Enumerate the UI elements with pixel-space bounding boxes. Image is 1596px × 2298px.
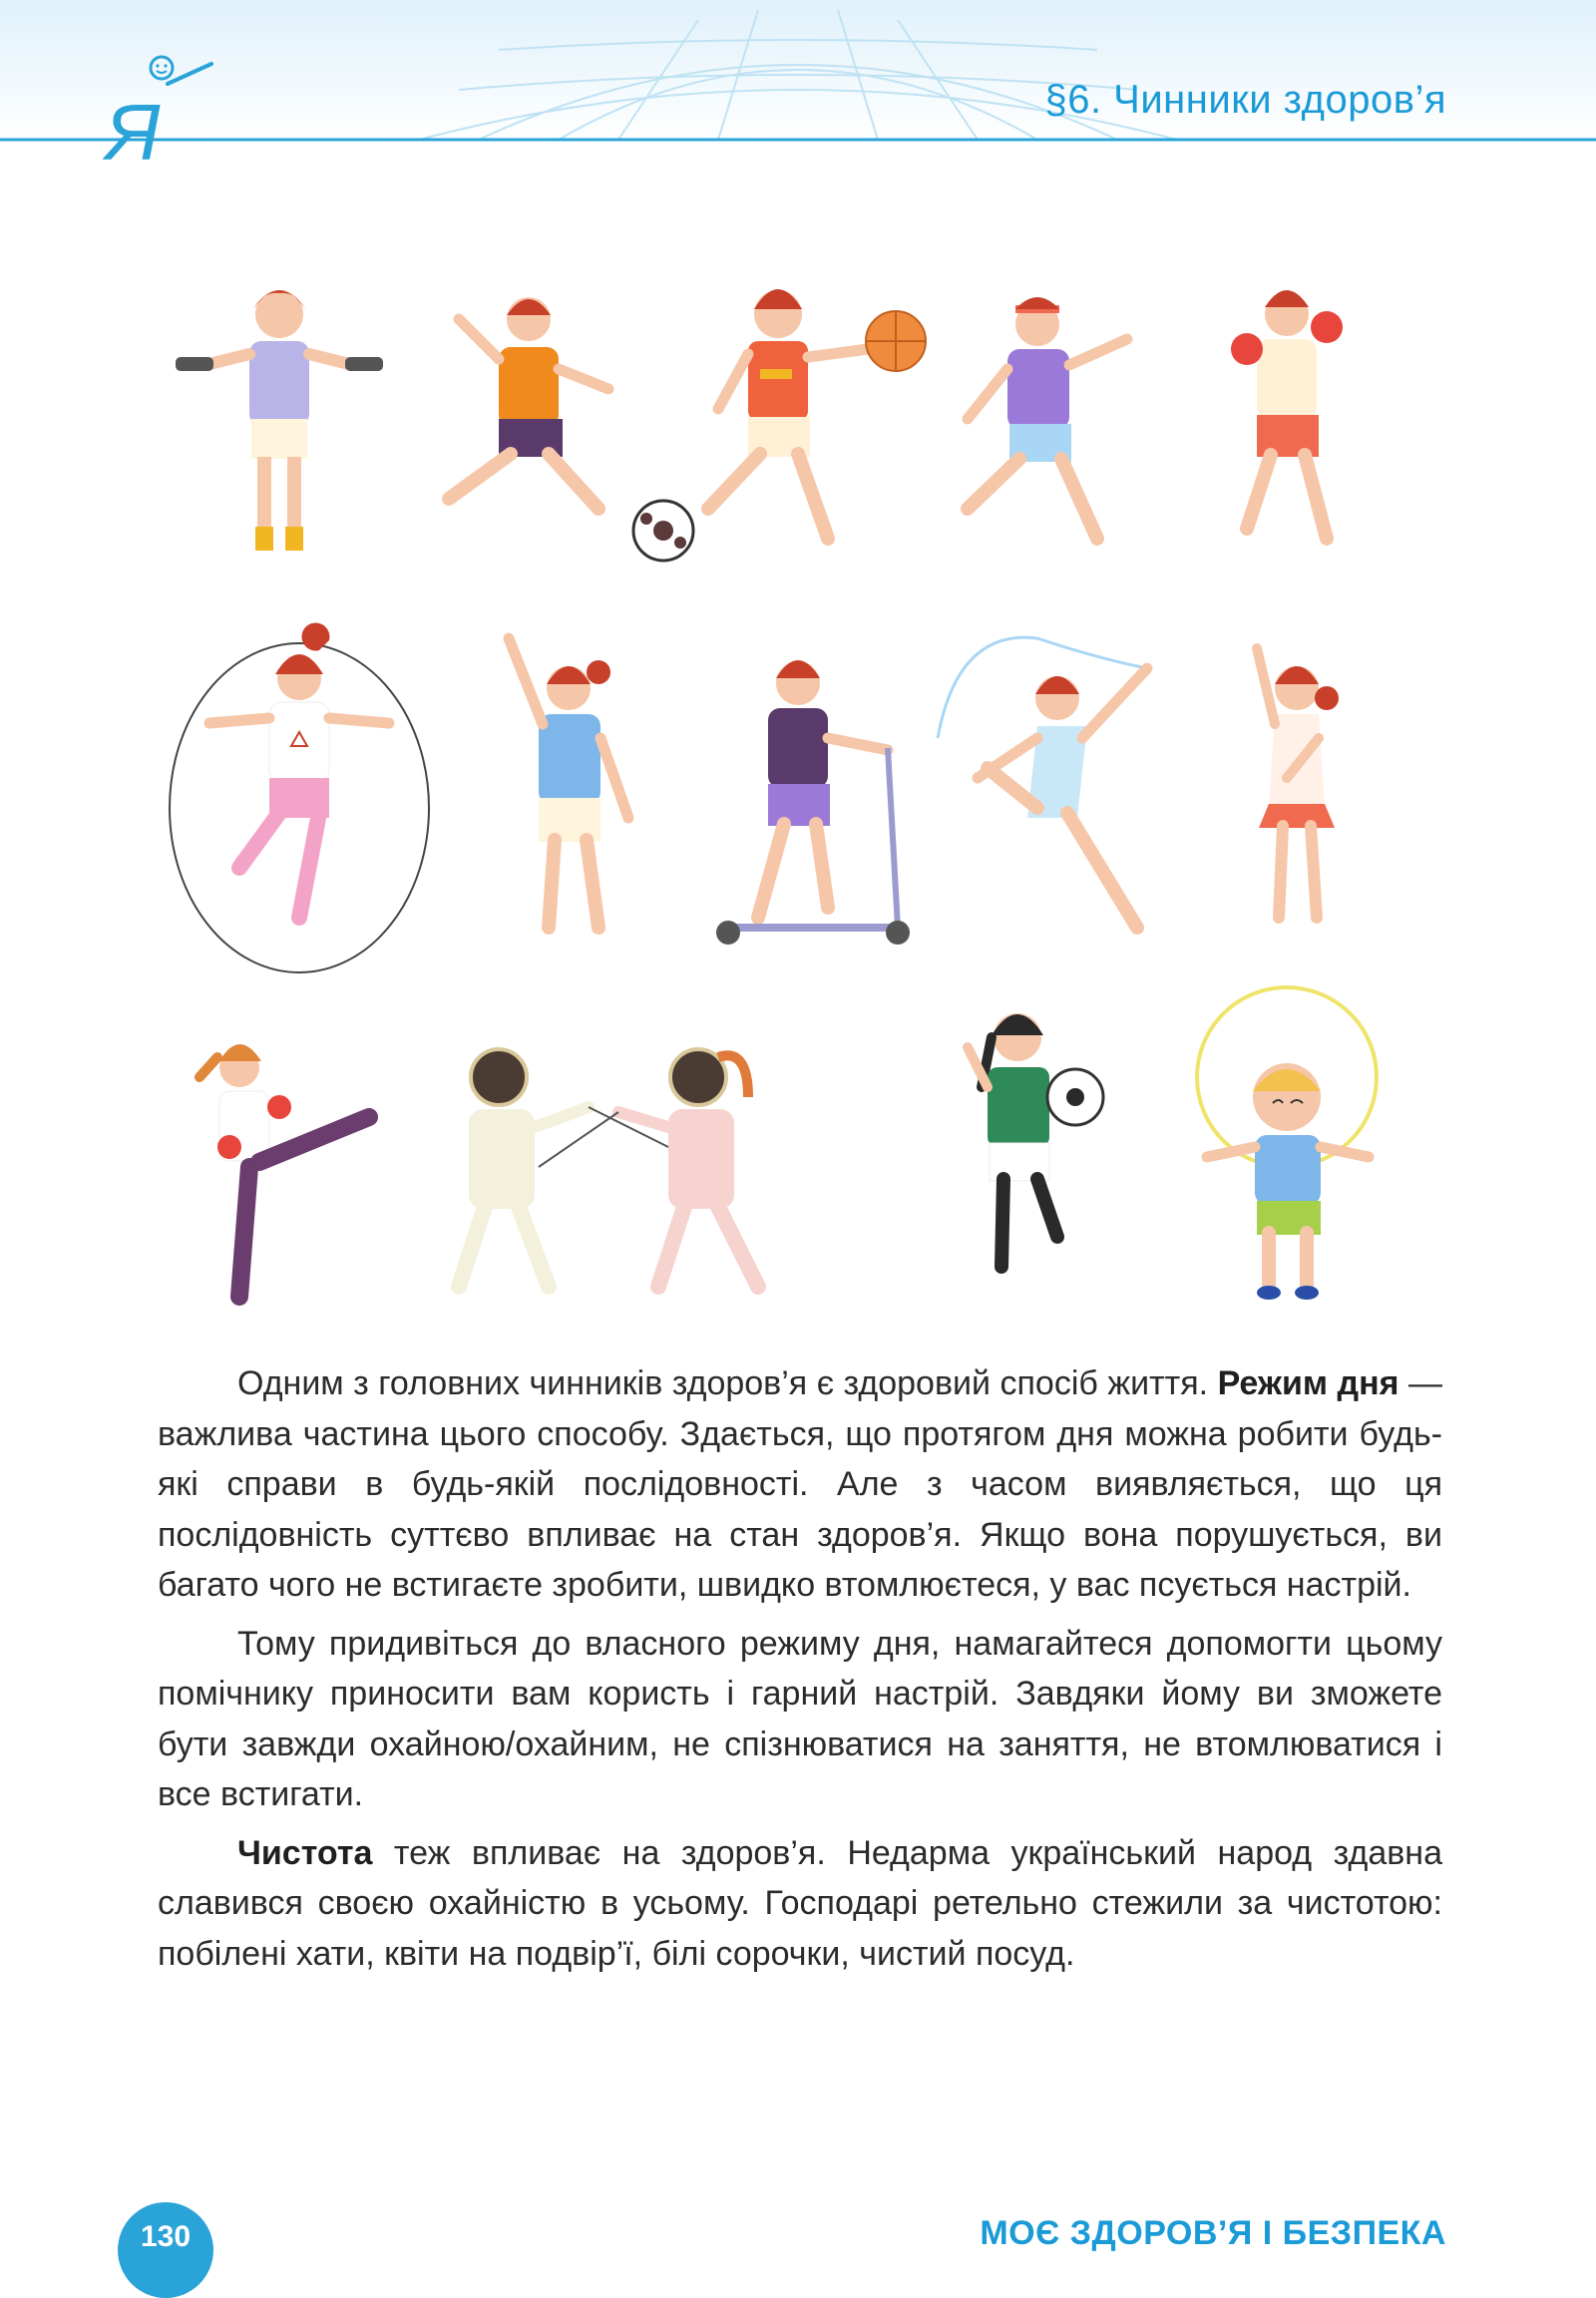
- girl-ribbon-gymnast: [938, 637, 1147, 928]
- paragraph-routine-advice: Тому придивіться до власного режиму дня, намагайтеся допомогти цьому помічнику приносити вам користь і гарний настрій. Завдяки йому ви зможете бути завжди охайною/охайним, не спізнюватися на заняття, не втомлюватися і все встигати.: [158, 1624, 1442, 1813]
- boy-running: [968, 297, 1127, 539]
- boy-basketball: [708, 289, 926, 539]
- section-title: §6. Чинники здоров’я: [1044, 78, 1446, 122]
- boy-scooter: [716, 660, 910, 945]
- page-header: [0, 0, 1596, 170]
- girl-stretching: [509, 638, 628, 928]
- page-number: 130: [118, 2202, 213, 2298]
- boy-boxing: [1231, 290, 1343, 539]
- child-jump-rope: [1197, 987, 1377, 1300]
- girl-jump-rope: [170, 622, 429, 972]
- book-title: МОЄ ЗДОРОВ’Я І БЕЗПЕКА: [980, 2214, 1446, 2252]
- boy-kicking-ball: [449, 297, 693, 561]
- paragraph-cleanliness: Чистота теж впливає на здоров’я. Недарма український народ здавна славився своєю охайністю в усьому. Господарі ретельно стежили за чистотою: побілені хати, квіти на подвір’ї, білі сорочки, чистий посуд.: [158, 1833, 1442, 1973]
- woman-kickboxing: [200, 1044, 369, 1297]
- ya-logo-icon: [100, 50, 219, 170]
- svg-text:Я: Я: [106, 88, 161, 170]
- body-text: [158, 1358, 1442, 1987]
- term-daily-routine: Режим дня: [1217, 1364, 1399, 1402]
- boy-dumbbells: [176, 290, 383, 551]
- fencers-duel: [459, 1049, 758, 1287]
- girl-soccer-player: [968, 1013, 1103, 1267]
- term-cleanliness: Чистота: [237, 1833, 373, 1872]
- girl-dancing: [1257, 648, 1339, 918]
- sports-illustration: [150, 259, 1446, 1337]
- paragraph-daily-routine: Одним з головних чинників здоров’я є здоровий спосіб життя. Режим дня — важлива частина цього способу. Здається, що протягом дня можна робити будь-які справи в будь-якій послідовності. Але з часом виявляється, що ця послідовність суттєво впливає на стан здоров’я. Якщо вона порушується, ви багато чого не встигаєте зробити, швидко втомлюєтеся, у вас псується настрій.: [158, 1364, 1442, 1604]
